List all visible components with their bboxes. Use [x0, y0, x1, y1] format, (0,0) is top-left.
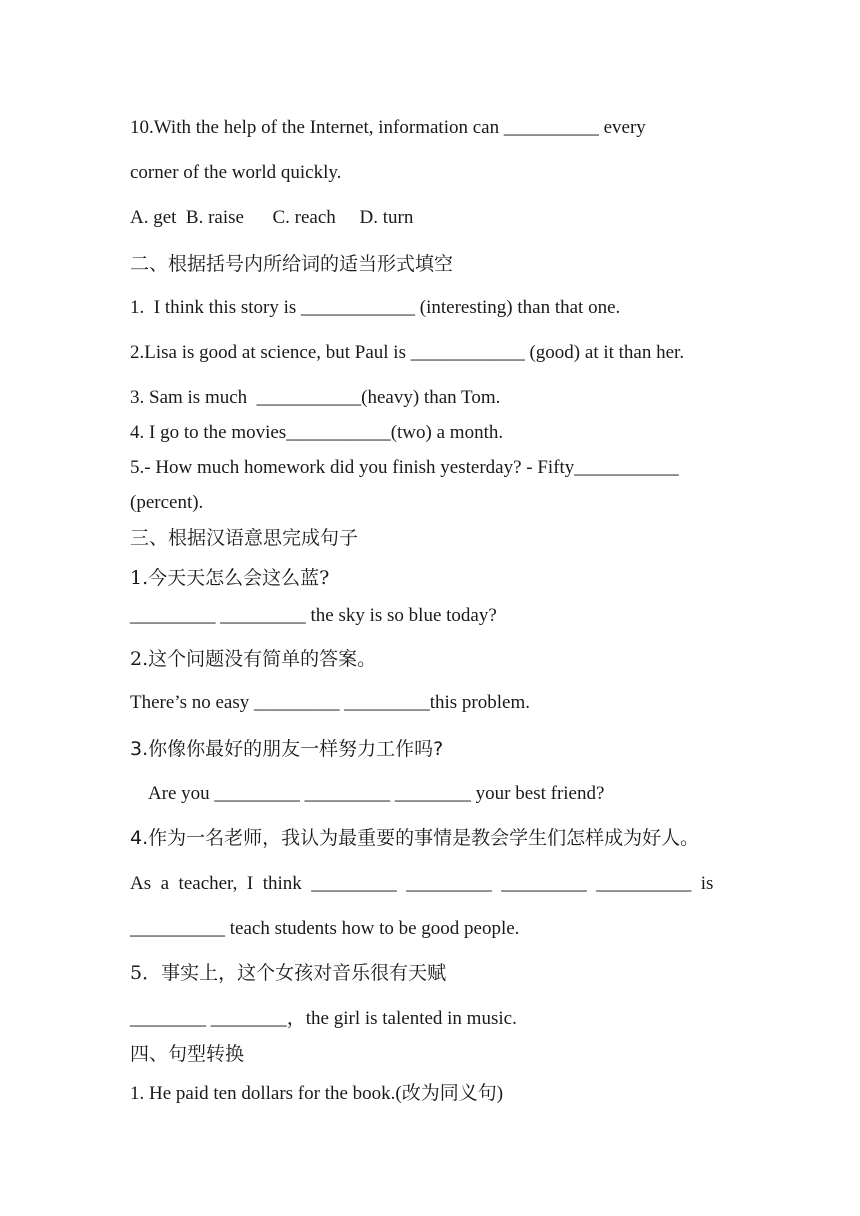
section2-item-4: 4. I go to the movies___________(two) a month. — [130, 422, 504, 443]
section2-item-5: 5.- How much homework did you finish yesterday? - Fifty___________ — [130, 457, 679, 478]
section3-item-2-cn: 2.这个问题没有简单的答案。 — [130, 648, 377, 670]
section2-item-3: 3. Sam is much ___________(heavy) than Tom. — [130, 387, 501, 408]
section3-item-1-en: _________ _________ the sky is so blue today? — [130, 605, 497, 626]
section3-item-2-en: There’s no easy _________ _________this problem. — [130, 692, 531, 713]
q10-options: A. get B. raise C. reach D. turn — [130, 207, 414, 228]
section3-item-3-cn: 3.你像你最好的朋友一样努力工作吗? — [130, 738, 444, 760]
section3-title: 三、根据汉语意思完成句子 — [130, 527, 359, 549]
section2-item-2: 2.Lisa is good at science, but Paul is ____________ (good) at it than her. — [130, 342, 685, 363]
section3-item-4-en-cont: __________ teach students how to be good people. — [130, 918, 520, 939]
section2-item-5-cont: (percent). — [130, 492, 204, 513]
section3-item-5-cn: 5．事实上，这个女孩对音乐很有天赋 — [130, 962, 447, 984]
section2-title: 二、根据括号内所给词的适当形式填空 — [130, 253, 454, 275]
section3-item-3-en: Are you _________ _________ ________ your best friend? — [130, 783, 605, 804]
section3-item-4-en: As a teacher, I think _________ _________ _________ __________ is — [130, 873, 714, 894]
q10-line1: 10.With the help of the Internet, information can __________ every — [130, 117, 646, 138]
q10-line2: corner of the world quickly. — [130, 162, 342, 183]
section2-item-1: 1. I think this story is ____________ (interesting) than that one. — [130, 297, 621, 318]
section3-item-4-cn: 4.作为一名老师，我认为最重要的事情是教会学生们怎样成为好人。 — [130, 827, 700, 849]
section4-item-1: 1. He paid ten dollars for the book.(改为同义句) — [130, 1083, 504, 1104]
section3-item-1-cn: 1.今天天怎么会这么蓝? — [130, 567, 330, 589]
section3-item-5-en: ________ ________，the girl is talented in music. — [130, 1008, 517, 1029]
section4-title: 四、句型转换 — [130, 1043, 245, 1065]
